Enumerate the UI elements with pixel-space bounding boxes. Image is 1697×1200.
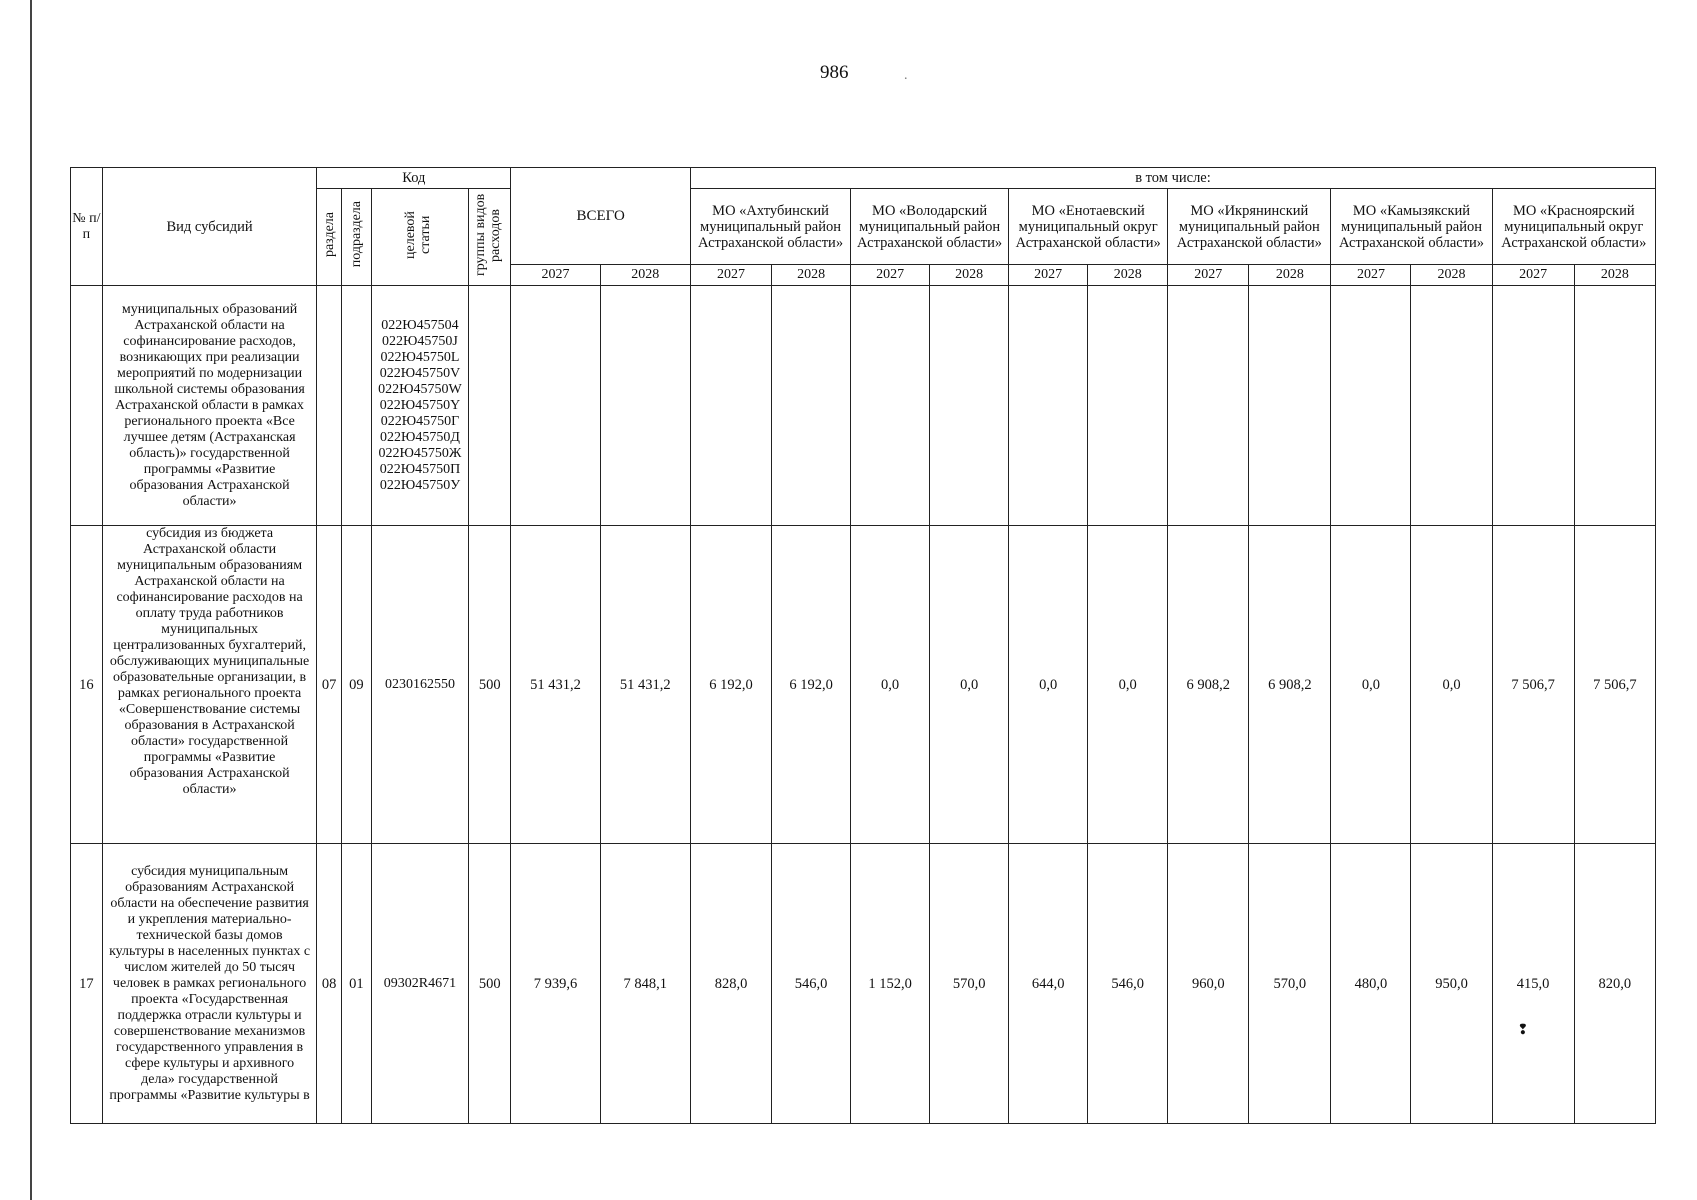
municipality-value: 828,0	[690, 844, 771, 1124]
description-line: софинансирование расходов,	[123, 333, 296, 349]
header-mo-akhtubinsky: МО «Ахтубинский муниципальный район Астраханской области»	[690, 189, 850, 265]
header-year: 2027	[511, 265, 600, 286]
description-line: образованиям Астраханской	[125, 879, 295, 895]
description-line: области на обеспечение развития	[110, 895, 309, 911]
municipality-value: 570,0	[1249, 844, 1331, 1124]
table-body	[71, 286, 1656, 1124]
description-line: софинансирование расходов на	[116, 590, 303, 605]
municipality-value: 0,0	[1009, 526, 1088, 844]
code-target	[371, 286, 469, 526]
municipality-value: 1 152,0	[851, 844, 930, 1124]
header-mo-ikryaninsky: МО «Икрянинский муниципальный район Астраханской области»	[1168, 189, 1331, 265]
row-number	[71, 286, 103, 526]
municipality-value: 6 908,2	[1168, 526, 1249, 844]
description-line: образования Астраханской	[129, 766, 290, 781]
header-code-group-label: группы видов расходов	[472, 193, 503, 276]
header-code-subsection	[341, 189, 371, 286]
description-line: области» государственной	[131, 734, 289, 749]
header-code-target	[371, 189, 469, 286]
municipality-value	[1574, 286, 1655, 526]
description-line: муниципальных образований	[121, 301, 298, 317]
description-line: образования Астраханской	[129, 477, 290, 493]
description-line: область)» государственной	[129, 445, 290, 461]
header-name: Вид субсидий	[102, 168, 317, 286]
header-row-1	[71, 168, 1656, 189]
municipality-value: 0,0	[1411, 526, 1492, 844]
target-code: 0230162550	[384, 676, 455, 692]
municipality-value: 0,0	[851, 526, 930, 844]
total-value: 51 431,2	[511, 526, 600, 844]
municipality-value: 570,0	[930, 844, 1009, 1124]
description-line: субсидия из бюджета	[146, 526, 274, 541]
description-line: «Совершенствование системы	[118, 702, 301, 717]
description-line: программы «Развитие	[143, 461, 276, 477]
description-line: программы «Развитие культуры в	[109, 1087, 310, 1103]
description-line: оплату труда работников	[135, 606, 284, 621]
target-code: 022Ю45750Y	[379, 397, 461, 413]
municipality-value	[851, 286, 930, 526]
header-mo-volodarsky: МО «Володарский муниципальный район Астраханской области»	[851, 189, 1009, 265]
municipality-value: 7 506,7	[1574, 526, 1655, 844]
table-row	[71, 526, 1656, 844]
target-code: 022Ю45750Ж	[378, 445, 462, 461]
description-line: совершенствование механизмов	[113, 1023, 306, 1039]
code-section: 08	[317, 844, 342, 1124]
municipality-value	[1168, 286, 1249, 526]
header-code-section-label: раздела	[321, 211, 337, 258]
municipality-value: 960,0	[1168, 844, 1249, 1124]
municipality-value: 0,0	[1088, 526, 1168, 844]
target-code: 022Ю45750Д	[379, 429, 460, 445]
header-year: 2027	[690, 265, 771, 286]
municipality-value: 644,0	[1009, 844, 1088, 1124]
target-code: 022Ю45750J	[382, 333, 458, 349]
description-line: обслуживающих муниципальные	[109, 654, 310, 669]
description-line: культуры в населенных пунктах с	[109, 943, 311, 959]
municipality-value	[1331, 286, 1411, 526]
description-line: Астраханской области в рамках	[115, 397, 304, 413]
municipality-value	[1492, 286, 1574, 526]
row-number: 16	[71, 526, 103, 844]
description-line: муниципальным образованиям	[117, 558, 303, 573]
description-line: проекта «Государственная	[131, 991, 289, 1007]
description-line: государственного управления в	[116, 1039, 304, 1055]
description-line: рамках регионального проекта	[117, 686, 302, 701]
header-year: 2028	[1411, 265, 1492, 286]
code-target	[371, 844, 469, 1124]
header-year: 2027	[1492, 265, 1574, 286]
description-line: возникающих при реализации	[119, 349, 300, 365]
stray-mark: ❢	[1517, 1023, 1529, 1038]
target-code: 022Ю45750W	[378, 381, 462, 397]
header-code-subsection-label: подраздела	[348, 201, 364, 268]
target-code: 022Ю45750V	[379, 365, 461, 381]
municipality-value	[1088, 286, 1168, 526]
description-line: централизованных бухгалтерий,	[113, 638, 306, 653]
header-mo-enotaevsky: МО «Енотаевский муниципальный округ Астраханской области»	[1009, 189, 1168, 265]
description-line: области»	[182, 493, 237, 509]
municipality-value: 415,0	[1492, 844, 1574, 1124]
description-line: Астраханской области	[143, 542, 277, 557]
target-code: 022Ю45750Г	[380, 413, 460, 429]
page-number: 986	[820, 62, 849, 83]
total-value: 51 431,2	[600, 526, 690, 844]
header-year: 2028	[772, 265, 851, 286]
table-row	[71, 844, 1656, 1124]
total-value	[511, 286, 600, 526]
target-code: 022Ю45750L	[380, 349, 460, 365]
header-code-section	[317, 189, 342, 286]
code-subsection	[341, 286, 371, 526]
table-row	[71, 286, 1656, 526]
code-group: 500	[469, 844, 511, 1124]
municipality-value	[930, 286, 1009, 526]
header-including: в том числе:	[690, 168, 1655, 189]
description-line: образования в Астраханской	[124, 718, 295, 733]
description-line: школьной системы образования	[114, 381, 305, 397]
municipality-value: 6 192,0	[690, 526, 771, 844]
municipality-value	[772, 286, 851, 526]
description-line: дела» государственной	[141, 1071, 278, 1087]
description-line: Астраханской области на	[134, 574, 285, 589]
code-section: 07	[317, 526, 342, 844]
description-line: лучшее детям (Астраханская	[123, 429, 296, 445]
subsidy-description	[102, 526, 317, 844]
municipality-value: 6 908,2	[1249, 526, 1331, 844]
municipality-value: 546,0	[1088, 844, 1168, 1124]
municipality-value: 950,0	[1411, 844, 1492, 1124]
description-line: числом жителей до 50 тысяч	[124, 959, 295, 975]
code-subsection: 01	[341, 844, 371, 1124]
header-code-target-label: целевой статьи	[402, 210, 433, 259]
page-margin-line	[30, 0, 32, 1200]
municipality-value: 546,0	[772, 844, 851, 1124]
description-line: муниципальных	[161, 622, 259, 637]
code-group: 500	[469, 526, 511, 844]
description-line: мероприятий по модернизации	[117, 365, 303, 381]
municipality-value	[1411, 286, 1492, 526]
municipality-value: 7 506,7	[1492, 526, 1574, 844]
header-year: 2027	[851, 265, 930, 286]
header-year: 2028	[930, 265, 1009, 286]
description-line: и укрепления материально-	[127, 911, 292, 927]
code-group	[469, 286, 511, 526]
header-mo-krasnoyarsky: МО «Красноярский муниципальный округ Астраханской области»	[1492, 189, 1655, 265]
municipality-value: 480,0	[1331, 844, 1411, 1124]
header-total: ВСЕГО	[511, 168, 691, 265]
row-number: 17	[71, 844, 103, 1124]
header-year: 2027	[1168, 265, 1249, 286]
description-line: образовательные организации, в	[112, 670, 307, 685]
header-num: № п/п	[71, 168, 103, 286]
municipality-value	[1249, 286, 1331, 526]
header-code: Код	[317, 168, 511, 189]
code-section	[317, 286, 342, 526]
description-line: области»	[182, 782, 237, 797]
code-target	[371, 526, 469, 844]
subsidy-table	[70, 167, 1656, 1124]
page-dot: .	[904, 68, 908, 83]
municipality-value: 6 192,0	[772, 526, 851, 844]
header-mo-kamyzyaksky: МО «Камызякский муниципальный район Астраханской области»	[1331, 189, 1492, 265]
municipality-value: 820,0	[1574, 844, 1655, 1124]
description-line: регионального проекта «Все	[124, 413, 295, 429]
header-year: 2028	[1574, 265, 1655, 286]
description-line: субсидия муниципальным	[131, 863, 289, 879]
header-year: 2028	[600, 265, 690, 286]
total-value: 7 939,6	[511, 844, 600, 1124]
description-line: Астраханской области на	[134, 317, 285, 333]
target-code: 022Ю45750У	[379, 477, 461, 493]
description-line: человек в рамках регионального	[112, 975, 307, 991]
description-line: технической базы домов	[136, 927, 283, 943]
description-line: сфере культуры и архивного	[124, 1055, 295, 1071]
header-code-group	[469, 189, 511, 286]
code-subsection: 09	[341, 526, 371, 844]
total-value: 7 848,1	[600, 844, 690, 1124]
target-code: 09302R4671	[383, 975, 457, 991]
total-value	[600, 286, 690, 526]
subsidy-description	[102, 286, 317, 526]
municipality-value	[1009, 286, 1088, 526]
target-code: 022Ю45750П	[379, 461, 461, 477]
subsidy-description	[102, 844, 317, 1124]
header-year: 2027	[1009, 265, 1088, 286]
municipality-value: 0,0	[1331, 526, 1411, 844]
header-year: 2027	[1331, 265, 1411, 286]
header-year: 2028	[1249, 265, 1331, 286]
description-line: программы «Развитие	[143, 750, 276, 765]
header-year: 2028	[1088, 265, 1168, 286]
description-line: поддержка отрасли культуры и	[117, 1007, 302, 1023]
target-code: 022Ю457504	[381, 317, 459, 333]
municipality-value	[690, 286, 771, 526]
municipality-value: 0,0	[930, 526, 1009, 844]
